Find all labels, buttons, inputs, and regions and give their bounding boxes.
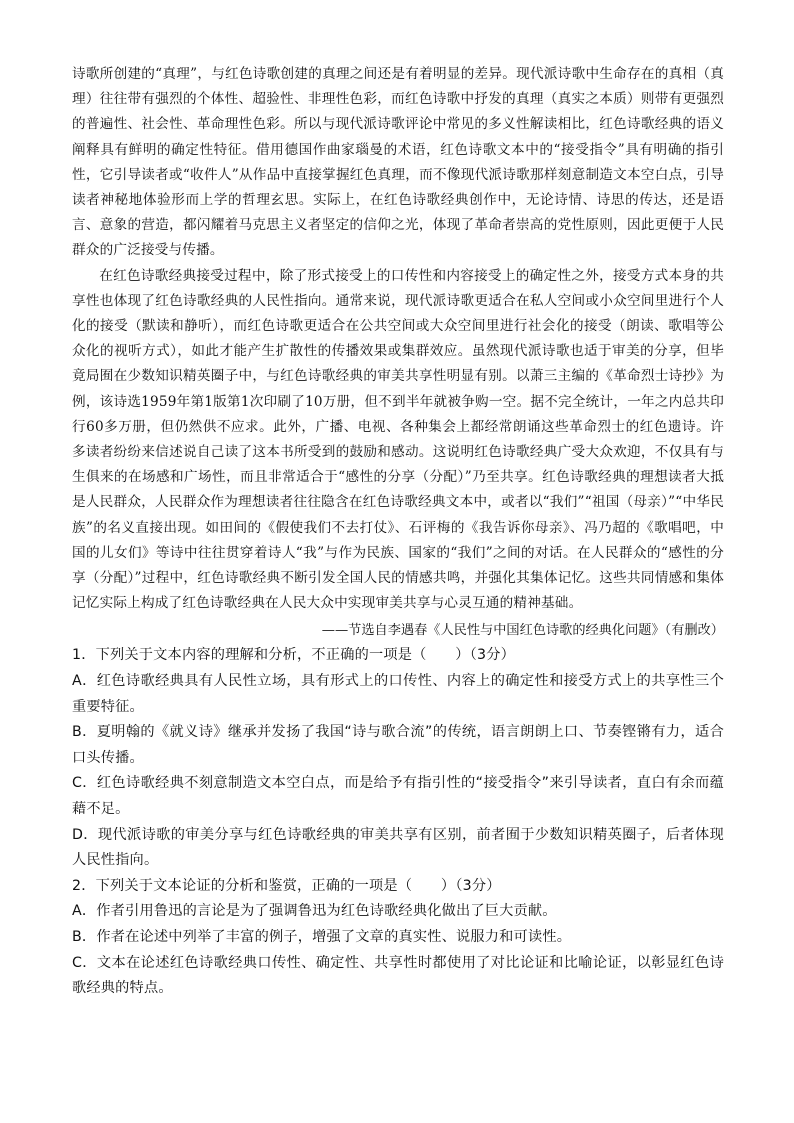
question-1: [72, 643, 724, 873]
question-2-option-c: C．文本在论述红色诗歌经典口传性、确定性、共享性时都使用了对比论证和比喻论证，以彰显红色诗歌经典的特点。: [72, 954, 724, 997]
question-2-option-a: A．作者引用鲁迅的言论是为了强调鲁迅为红色诗歌经典化做出了巨大贡献。: [72, 903, 557, 920]
question-1-option-b: B．夏明翰的《就义诗》继承并发扬了我国“诗与歌合流”的传统，语言朗朗上口、节奏铿锵有力，适合口头传播。: [72, 724, 724, 766]
question-2: [72, 874, 724, 1002]
question-1-stem: 1．下列关于文本内容的理解和分析，不正确的一项是（ ）（3分）: [72, 647, 515, 664]
questions-section: [72, 643, 724, 1001]
question-1-option-a: A．红色诗歌经典具有人民性立场，具有形式上的口传性、内容上的确定性和接受方式上的共享性三个重要特征。: [72, 673, 724, 715]
document-page: [72, 62, 724, 1002]
question-2-option-b: B．作者在论述中列举了丰富的例子，增强了文章的真实性、说服力和可读性。: [72, 929, 572, 945]
essay-paragraph-2: 在红色诗歌经典接受过程中，除了形式接受上的口传性和内容接受上的确定性之外，接受方式本身的共享性也体现了红色诗歌经典的人民性指向。通常来说，现代派诗歌更适合在私人空间或小众空间里进行个人化的接受（默读和静听），而红色诗歌更适合在公共空间或大众空间里进行社会化的接受（朗读、歌唱等公众化的视听方式），如此才能产生扩散性的传播效果或集群效应。虽然现代派诗歌也适于审美的分享，但毕竟局囿在少数知识精英圈子中，与红色诗歌经典的审美共享性明显有别。以萧三主编的《革命烈士诗抄》为例，该诗选1959年第1版第1次印刷了10万册，但不到半年就被争购一空。据不完全统计，一年之内总共印行60多万册，但仍然供不应求。此外，广播、电视、各种集会上都经常朗诵这些革命烈士的红色遗诗。许多读者纷纷来信述说自己读了这本书所受到的鼓励和感动。这说明红色诗歌经典广受大众欢迎，不仅具有与生俱来的在场感和广场性，而且非常适合于“感性的分享（分配）”乃至共享。红色诗歌经典的理想读者大抵是人民群众，人民群众作为理想读者往往隐含在红色诗歌经典文本中，或者以“我们”“祖国（母亲）”“中华民族”的名义直接出现。如田间的《假使我们不去打仗》、石评梅的《我告诉你母亲》、冯乃超的《歌唱吧，中国的儿女们》等诗中往往贯穿着诗人“我”与作为民族、国家的“我们”之间的对话。在人民群众的“感性的分享（分配）”过程中，红色诗歌经典不断引发全国人民的情感共鸣，并强化其集体记忆。这些共同情感和集体记忆实际上构成了红色诗歌经典在人民大众中实现审美共享与心灵互通的精神基础。: [72, 267, 724, 612]
essay-paragraph-1: 诗歌所创建的“真理”，与红色诗歌创建的真理之间还是有着明显的差异。现代派诗歌中生命存在的真相（真理）往往带有强烈的个体性、超验性、非理性色彩，而红色诗歌中抒发的真理（真实之本质）则带有更强烈的普遍性、社会性、革命理性色彩。所以与现代派诗歌评论中常见的多义性解读相比，红色诗歌经典的语义阐释具有鲜明的确定性特征。借用德国作曲家瑙曼的术语，红色诗歌文本中的“接受指令”具有明确的指引性，它引导读者或“收件人”从作品中直接掌握红色真理，而不像现代派诗歌那样刻意制造文本空白点，引导读者神秘地体验形而上学的哲理玄思。实际上，在红色诗歌经典创作中，无论诗情、诗思的传达，还是语言、意象的营造，都闪耀着马克思主义者坚定的信仰之光，体现了革命者崇高的党性原则，因此更便于人民群众的广泛接受与传播。: [72, 66, 724, 259]
question-2-stem: 2．下列关于文本论证的分析和鉴赏，正确的一项是（ ）（3分）: [72, 877, 501, 894]
essay-body: [72, 62, 724, 616]
question-1-option-c: C．红色诗歌经典不刻意制造文本空白点，而是给予有指引性的“接受指令”来引导读者，直白有余而蕴藉不足。: [72, 775, 724, 818]
source-attribution: ——节选自李遇春《人民性与中国红色诗歌的经典化问题》（有删改）: [321, 623, 724, 639]
question-1-option-d: D．现代派诗歌的审美分享与红色诗歌经典的审美共享有区别，前者囿于少数知识精英圈子，后者体现人民性指向。: [72, 826, 724, 869]
